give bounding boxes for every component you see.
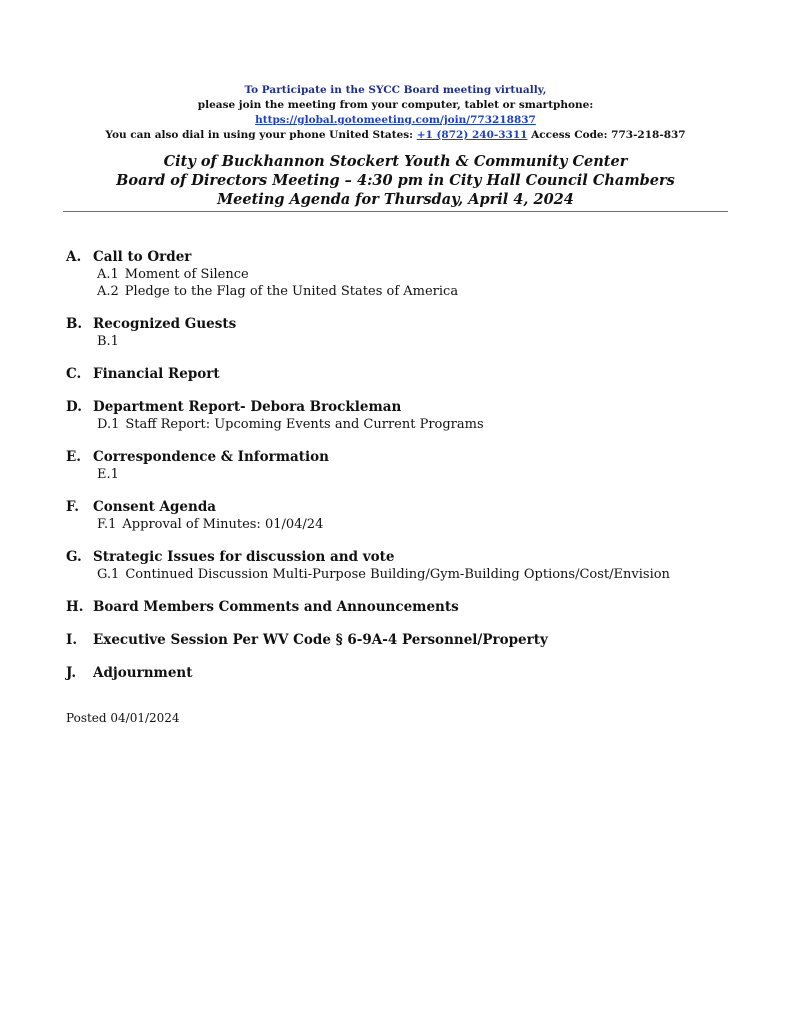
agenda-item-heading — [66, 398, 746, 416]
dial-in-line — [0, 128, 791, 143]
agenda-item-letter: I. — [66, 632, 78, 648]
agenda-subitem — [66, 566, 746, 583]
agenda-item-heading — [66, 598, 746, 616]
phone-number-link[interactable]: +1 (872) 240-3311 — [416, 129, 528, 141]
agenda-subitem — [66, 466, 746, 483]
agenda-subitem-text: Staff Report: Upcoming Events and Current Programs — [125, 417, 484, 432]
agenda-subitem — [66, 283, 746, 300]
agenda-item-title: Call to Order — [93, 249, 192, 265]
agenda-item-heading — [66, 365, 746, 383]
title-divider — [63, 211, 728, 212]
agenda-subitem-text: Moment of Silence — [124, 267, 249, 282]
agenda-item-letter: C. — [66, 366, 82, 382]
agenda-subitem-code: D.1 — [97, 417, 120, 432]
agenda-subitem-code: F.1 — [97, 517, 117, 532]
virtual-instructions: please join the meeting from your computer, tablet or smartphone: — [197, 99, 594, 111]
agenda-subitem — [66, 516, 746, 533]
agenda-list — [66, 248, 746, 697]
agenda-item-letter: H. — [66, 599, 84, 615]
agenda-item-heading — [66, 448, 746, 466]
agenda-item — [66, 548, 746, 583]
agenda-subitem — [66, 416, 746, 433]
agenda-item-letter: G. — [66, 549, 82, 565]
agenda-item-title: Financial Report — [93, 366, 220, 382]
dial-in-prefix: You can also dial in using your phone United States: — [105, 129, 414, 141]
agenda-item — [66, 315, 746, 350]
agenda-item — [66, 248, 746, 300]
agenda-subitem-code: B.1 — [97, 334, 119, 349]
agenda-item-letter: B. — [66, 316, 83, 332]
agenda-item-letter: J. — [66, 665, 77, 681]
agenda-subitem-code: G.1 — [97, 567, 120, 582]
agenda-item-title: Adjournment — [93, 665, 193, 681]
agenda-item-title: Consent Agenda — [93, 499, 217, 515]
title-line-1: City of Buckhannon Stockert Youth & Community Center — [163, 153, 628, 170]
title-line-2: Board of Directors Meeting – 4:30 pm in City Hall Council Chambers — [116, 172, 675, 189]
agenda-subitem-text: Approval of Minutes: 01/04/24 — [122, 517, 324, 532]
agenda-item — [66, 631, 746, 649]
agenda-item-heading — [66, 498, 746, 516]
virtual-meeting-info — [0, 83, 791, 143]
page-title — [0, 152, 791, 209]
agenda-item-title: Strategic Issues for discussion and vote — [93, 549, 395, 565]
agenda-item-title: Executive Session Per WV Code § 6-9A-4 Personnel/Property — [93, 632, 548, 648]
agenda-item — [66, 498, 746, 533]
agenda-subitem-text: Continued Discussion Multi-Purpose Building/Gym-Building Options/Cost/Envision — [125, 567, 670, 582]
access-code: Access Code: 773-218-837 — [531, 129, 686, 141]
agenda-item-letter: A. — [66, 249, 82, 265]
agenda-item-heading — [66, 248, 746, 266]
agenda-item-letter: D. — [66, 399, 82, 415]
meeting-link[interactable]: https://global.gotomeeting.com/join/773218837 — [255, 114, 536, 126]
agenda-item — [66, 365, 746, 383]
agenda-item-letter: E. — [66, 449, 81, 465]
agenda-item-heading — [66, 548, 746, 566]
agenda-item-heading — [66, 631, 746, 649]
agenda-item-letter: F. — [66, 499, 79, 515]
agenda-item — [66, 448, 746, 483]
agenda-item-title: Recognized Guests — [93, 316, 237, 332]
agenda-item-title: Correspondence & Information — [93, 449, 329, 465]
agenda-subitem-text: Pledge to the Flag of the United States of America — [124, 284, 459, 299]
virtual-intro: To Participate in the SYCC Board meeting virtually, — [244, 84, 547, 96]
title-line-3: Meeting Agenda for Thursday, April 4, 2024 — [217, 191, 574, 208]
agenda-item-title: Board Members Comments and Announcements — [93, 599, 459, 615]
agenda-subitem-code: A.2 — [97, 284, 119, 299]
agenda-item — [66, 664, 746, 682]
agenda-subitem — [66, 266, 746, 283]
agenda-item — [66, 598, 746, 616]
agenda-subitem-code: E.1 — [97, 467, 119, 482]
posted-date: Posted 04/01/2024 — [66, 711, 180, 725]
agenda-subitem-code: A.1 — [97, 267, 119, 282]
agenda-item — [66, 398, 746, 433]
agenda-item-title: Department Report- Debora Brockleman — [93, 399, 402, 415]
agenda-item-heading — [66, 315, 746, 333]
agenda-subitem — [66, 333, 746, 350]
agenda-item-heading — [66, 664, 746, 682]
